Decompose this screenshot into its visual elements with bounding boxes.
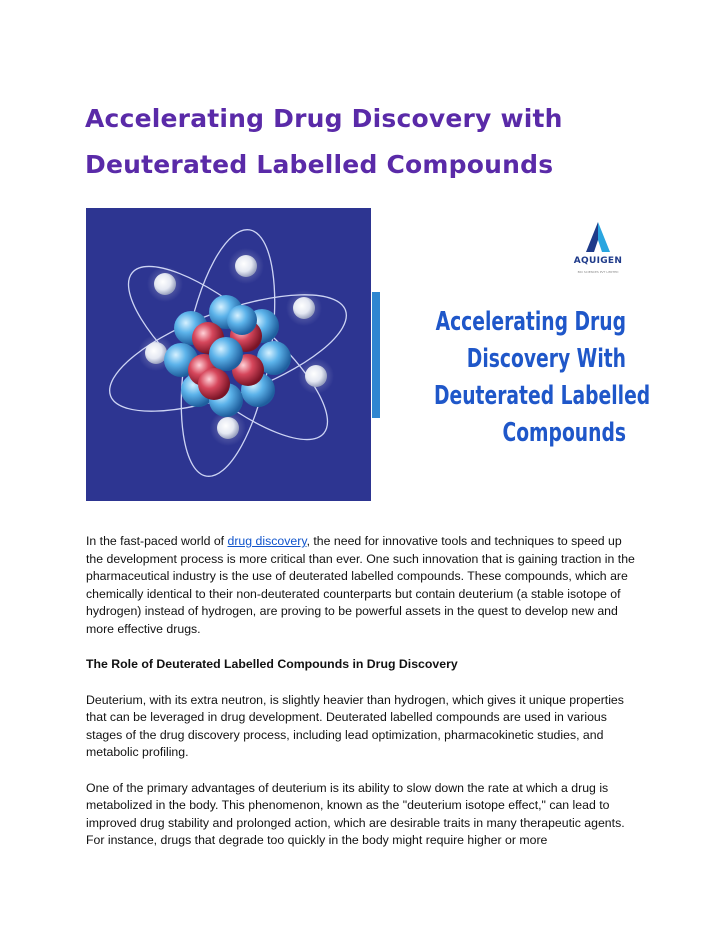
- logo-icon: [566, 220, 630, 256]
- drug-discovery-link[interactable]: drug discovery: [227, 534, 307, 548]
- body-paragraph: One of the primary advantages of deuterium is its ability to slow down the rate at which a drug is metabolized in the body. This phenomenon, known as the "deuterium isotope effect," can lead to improved drug stability and prolonged action, which are desirable traits in many therapeutic agents. For instance, drugs that degrade too quickly in the body might require higher or more: [86, 780, 625, 847]
- intro-paragraph: [86, 533, 642, 638]
- company-logo: [566, 220, 630, 284]
- paragraph-text: , the need for innovative tools and techniques to speed up the development process is more critical than ever. One such innovation that is gaining traction in the pharmaceutical industry is the use of deuterated labelled compounds. These compounds, which are chemically identical to their non-deuterated counterparts but contain deuterium (a stable isotope of hydrogen) instead of hydrogen, are proving to be powerful assets in the quest to develop new and more effective drugs.: [86, 534, 635, 636]
- body-paragraph: Deuterium, with its extra neutron, is slightly heavier than hydrogen, which gives it unique properties that can be leveraged in drug development. Deuterated labelled compounds are used in various stages of the drug discovery process, including lead optimization, pharmacokinetic studies, and metabolic profiling.: [86, 692, 624, 759]
- article-body: [86, 533, 642, 868]
- banner-line: Compounds: [502, 418, 626, 448]
- atom-illustration: [86, 208, 371, 501]
- logo-name: AQUIGEN: [573, 256, 623, 266]
- page-title: Accelerating Drug Discovery with Deuterated Labelled Compounds: [85, 104, 563, 179]
- section-heading: The Role of Deuterated Labelled Compounds in Drug Discovery: [86, 657, 458, 671]
- banner-heading: [386, 304, 651, 452]
- logo-tagline: BIO SCIENCES PVT LIMITED: [577, 270, 619, 274]
- banner-line: Deuterated Labelled: [434, 381, 651, 411]
- accent-bar: [372, 292, 380, 418]
- banner-line: Accelerating Drug: [435, 307, 626, 337]
- hero-image: [86, 208, 651, 501]
- atom-icon: [86, 208, 371, 501]
- paragraph-text: In the fast-paced world of: [86, 534, 228, 548]
- banner-line: Discovery With: [466, 344, 626, 374]
